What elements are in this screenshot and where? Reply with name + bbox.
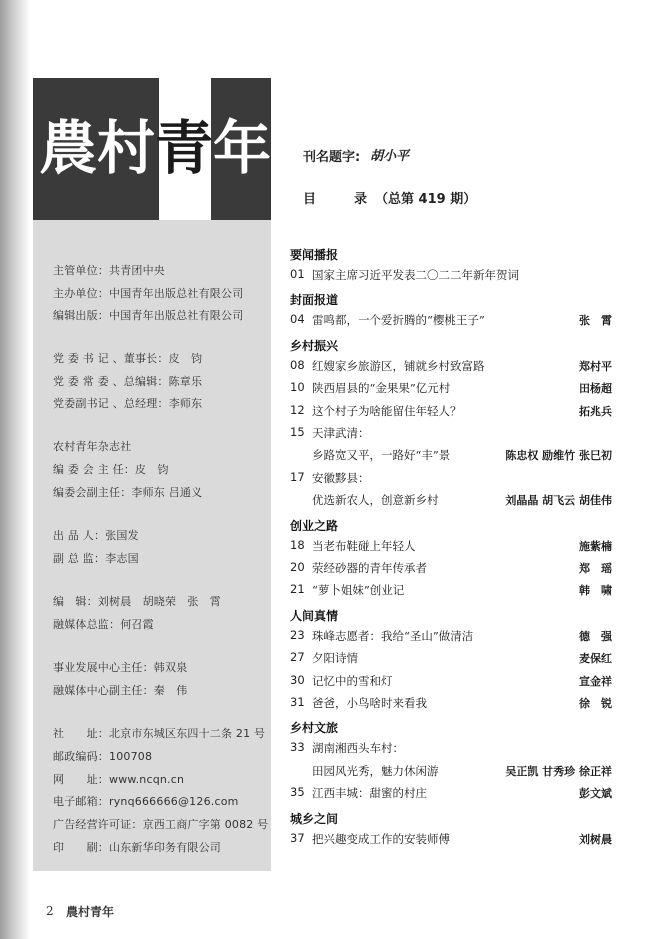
toc-heading [303,188,476,207]
toc-section-heading: 城乡之间 [290,811,339,826]
toc-entry-author: 徐 锐 [579,697,612,710]
masthead-line: 广告经营许可证：京西工商广字第 0082 号 [53,818,269,831]
logo-char-4: 年 [213,114,272,182]
toc-entry-title: 记忆中的雪和灯 [312,673,393,688]
page-number: 2 [46,904,54,918]
toc-entry-author: 彭文斌 [579,787,612,801]
toc-entry[interactable] [290,763,612,781]
toc-entry-page: 10 [290,380,305,395]
masthead-line: 编委会副主任：李师东 吕通义 [53,486,203,499]
toc-entry[interactable] [290,425,612,443]
toc-entry-author: 田杨超 [579,382,612,396]
title-inscription-signature: 胡小平 [370,149,410,164]
toc-entry-author: 韩 啸 [579,584,612,598]
toc-entry-author: 陈忠权 励维竹 张巳初 [505,449,612,463]
toc-entry-author: 吴正凯 甘秀珍 徐正祥 [505,764,612,778]
toc-section-heading: 要闻播报 [290,248,339,262]
toc-entry-title: 雷鸣都，一个爱折腾的“樱桃王子” [312,313,485,328]
toc-entry-title: 夕阳诗情 [312,651,358,666]
toc-entry-author: 德 强 [579,629,612,643]
masthead-line: 事业发展中心主任：韩双泉 [53,661,188,674]
toc-entry[interactable] [290,831,612,849]
masthead-line: 农村青年杂志社 [53,440,132,453]
masthead-line: 出 品 人：张国发 [53,529,139,542]
toc-entry-page: 18 [290,537,305,552]
toc-entry[interactable] [290,470,612,488]
footer-logo: 農村青年 [66,905,115,919]
toc-entry-title: 当老布鞋碰上年轻人 [312,538,416,553]
toc-entry-title: 这个村子为啥能留住年轻人？ [312,403,462,418]
masthead-line: 编 委 会 主 任：皮 钧 [53,463,169,476]
toc-entry-author: 施紫楠 [579,539,612,553]
toc-entry-author: 郑村平 [579,359,612,373]
toc-entry[interactable] [290,380,612,398]
toc-entry-title: 荥经砂器的青年传承者 [312,561,427,575]
toc-entry-page: 27 [290,650,305,665]
masthead-line: 网 址：www.ncqn.cn [53,773,185,786]
toc-entry-author: 刘晶晶 胡飞云 胡佳伟 [505,494,612,508]
masthead-line: 印 刷：山东新华印务有限公司 [53,841,221,854]
toc-entry-title: 优选新农人，创意新乡村 [312,493,439,508]
masthead-line: 党 委 常 委 、总编辑：陈章乐 [53,375,203,388]
toc-entry-page: 30 [290,672,305,687]
toc-entry[interactable] [290,785,612,803]
toc-entry[interactable] [290,538,612,556]
toc-heading-lu: 录 [354,192,368,207]
toc-entry-title: 湖南湘西头车村： [312,741,404,756]
toc-entry-title: 乡路宽又平，一路好“丰”景 [312,448,451,463]
toc-entry-title: 爸爸，小鸟啥时来看我 [312,696,427,710]
toc-entry-author: 郑 瑶 [579,562,612,575]
toc-entry[interactable] [290,673,612,691]
toc-entry-page: 21 [290,582,305,597]
logo-char-2: 村 [97,114,156,182]
toc-entry[interactable] [290,492,612,510]
toc-entry-page: 33 [290,740,305,755]
toc-entry-title: 国家主席习近平发表二〇二二年新年贺词 [312,268,519,282]
logo-char-1: 農 [39,114,98,182]
toc-entry[interactable] [290,403,612,421]
toc-entry-page: 23 [290,627,305,642]
toc-entry-title: 陕西眉县的“金果果”亿元村 [312,381,451,396]
page-gutter-shadow [0,0,30,939]
toc-entry-title: 珠峰志愿者：我给“圣山”做清洁 [312,628,474,643]
toc-entry[interactable] [290,628,612,646]
toc-entry-author: 拓兆兵 [579,404,612,418]
masthead-line: 电子邮箱：rynq666666@126.com [53,795,239,808]
toc-entry-author: 宣金祥 [579,674,612,688]
masthead-line: 主管单位：共青团中央 [53,264,165,277]
toc-entry-author: 张 霄 [579,314,612,328]
toc-entry-page: 35 [290,785,305,800]
toc-entry-author: 麦保红 [579,652,612,666]
toc-section-heading: 人间真情 [290,608,339,623]
toc-entry-title: 江西丰城：甜蜜的村庄 [312,786,427,801]
toc-entry-title: 天津武清： [312,426,370,440]
toc-entry[interactable] [290,267,612,285]
toc-entry-title: 把兴趣变成工作的安装师傅 [312,831,450,846]
toc-entry[interactable] [290,695,612,713]
masthead-line: 党委副书记 、总经理：李师东 [53,397,203,410]
toc-entry[interactable] [290,650,612,668]
toc-entry-title: “萝卜姐妹”创业记 [312,583,405,598]
magazine-logo [33,78,271,220]
masthead-line: 融媒体总监：何召霞 [53,618,154,631]
masthead-line: 融媒体中心副主任：秦 伟 [53,684,188,697]
toc-section-heading: 封面报道 [290,293,339,308]
toc-entry-title: 安徽黟县： [312,470,370,485]
toc-heading-issue: （总第 419 期） [375,192,477,207]
toc-entry-page: 37 [290,830,305,845]
toc-entry[interactable] [290,582,612,600]
title-inscription-label: 刊名题字: [303,150,361,165]
toc-entry-author: 刘树晨 [579,832,612,846]
toc-entry-page: 04 [290,312,305,327]
masthead-line: 主办单位：中国青年出版总社有限公司 [53,287,244,300]
toc-entry-page: 20 [290,560,305,574]
toc-section-heading: 乡村文旅 [290,721,339,736]
toc-entry-page: 31 [290,695,305,709]
toc-entry-title: 红嫂家乡旅游区，铺就乡村致富路 [312,358,485,373]
toc-entry-page: 01 [290,267,305,281]
toc-section-heading: 乡村振兴 [290,338,339,353]
toc-entry-page: 12 [290,402,305,417]
logo-char-3: 青 [155,114,214,182]
toc-section-heading: 创业之路 [290,518,339,533]
toc-heading-mu: 目 [303,192,317,207]
toc-entry[interactable] [290,740,612,758]
masthead-line: 编 辑：刘树晨 胡晓荣 张 霄 [53,595,221,608]
masthead-line: 党 委 书 记 、董事长：皮 钧 [53,352,203,365]
masthead-line: 社 址：北京市东城区东四十二条 21 号 [53,727,266,740]
toc-entry-page: 17 [290,469,305,484]
toc-entry-title: 田园风光秀，魅力休闲游 [312,763,439,778]
toc-entry[interactable] [290,447,612,465]
toc-entry[interactable] [290,358,612,376]
masthead-line: 邮政编码：100708 [53,750,153,763]
toc-entry[interactable] [290,312,612,330]
toc-entry-page: 08 [290,357,305,372]
masthead-line: 编辑出版：中国青年出版总社有限公司 [53,309,244,322]
toc-entry-page: 15 [290,425,305,439]
masthead-line: 副 总 监：李志国 [53,552,139,565]
toc-entry[interactable] [290,560,612,578]
